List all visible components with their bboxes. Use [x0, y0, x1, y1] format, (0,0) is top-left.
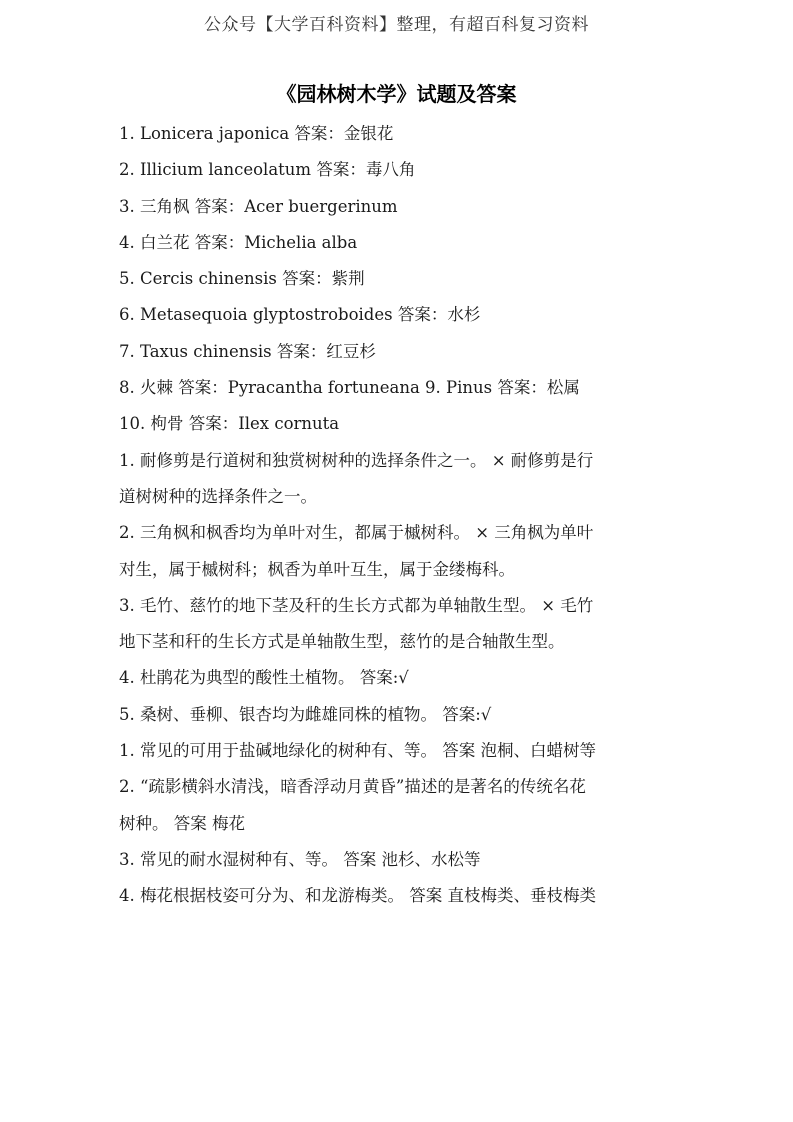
question-line: 2. “疏影横斜水清浅，暗香浮动月黄昏”描述的是著名的传统名花 — [119, 777, 586, 797]
fill-in-section — [119, 733, 675, 914]
question-line: 1. Lonicera japonica 答案：金银花 — [119, 124, 394, 143]
question-line: 3. 常见的耐水湿树种有、等。 答案 池杉、水松等 — [119, 849, 481, 869]
question-line: 8. 火棘 答案：Pyracantha fortuneana 9. Pinus 答案：松属 — [119, 378, 580, 398]
question-line: 树种。 答案 梅花 — [119, 813, 245, 833]
question-line: 2. 三角枫和枫香均为单叶对生，都属于槭树科。 × 三角枫为单叶 — [119, 523, 594, 543]
question-line: 3. 毛竹、慈竹的地下茎及秆的生长方式都为单轴散生型。 × 毛竹 — [119, 595, 594, 615]
question-line: 1. 耐修剪是行道树和独赏树树种的选择条件之一。 × 耐修剪是行 — [119, 450, 594, 470]
question-line: 5. Cercis chinensis 答案：紫荆 — [119, 269, 365, 289]
question-line: 4. 白兰花 答案：Michelia alba — [119, 232, 358, 252]
question-line: 1. 常见的可用于盐碱地绿化的树种有、等。 答案 泡桐、白蜡树等 — [119, 741, 596, 761]
question-line: 6. Metasequoia glyptostroboides 答案：水杉 — [119, 305, 481, 325]
document-title: 《园林树木学》试题及答案 — [276, 82, 517, 106]
question-line: 5. 桑树、垂柳、银杏均为雌雄同株的植物。 答案:√ — [119, 704, 492, 724]
question-line: 7. Taxus chinensis 答案：红豆杉 — [119, 341, 376, 361]
judgment-section — [119, 443, 675, 733]
question-line: 10. 枸骨 答案：Ilex cornuta — [119, 414, 340, 434]
question-line: 4. 杜鹃花为典型的酸性土植物。 答案:√ — [119, 668, 409, 688]
question-line: 对生，属于槭树科；枫香为单叶互生，属于金缕梅科。 — [119, 559, 515, 579]
question-line: 3. 三角枫 答案：Acer buergerinum — [119, 196, 398, 216]
document-body — [119, 116, 675, 915]
naming-section — [119, 116, 675, 443]
question-line: 2. Illicium lanceolatum 答案：毒八角 — [119, 160, 416, 180]
question-line: 道树树种的选择条件之一。 — [119, 486, 317, 506]
page-header: 公众号【大学百科资料】整理，有超百科复习资料 — [204, 15, 589, 35]
question-line: 地下茎和秆的生长方式是单轴散生型，慈竹的是合轴散生型。 — [119, 632, 565, 652]
question-line: 4. 梅花根据枝姿可分为、和龙游梅类。 答案 直枝梅类、垂枝梅类 — [119, 886, 596, 906]
